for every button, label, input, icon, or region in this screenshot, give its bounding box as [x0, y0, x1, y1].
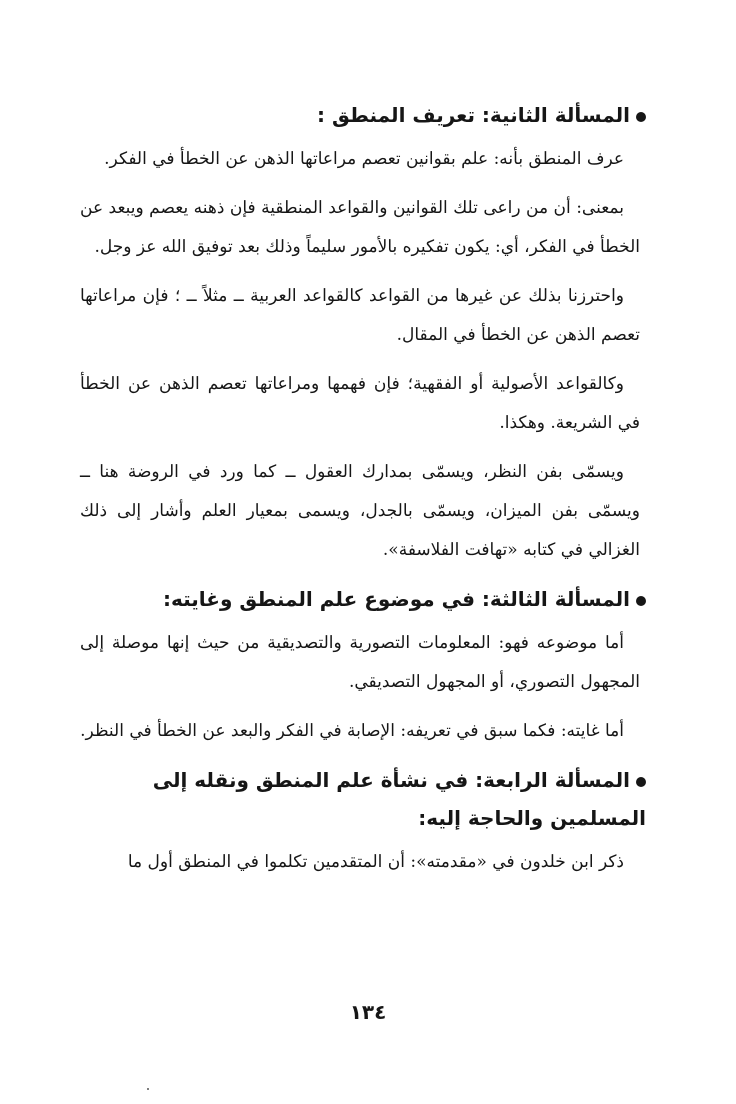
bullet-icon: [636, 596, 646, 606]
page-number: ١٣٤: [349, 1000, 387, 1024]
heading-text: المسألة الرابعة: في نشأة علم المنطق ونقله إلى المسلمين والحاجة إليه:: [152, 768, 646, 830]
page-body: [80, 96, 646, 892]
bullet-icon: [636, 777, 646, 787]
heading-text: المسألة الثالثة: في موضوع علم المنطق وغايته:: [162, 587, 630, 611]
section-heading: [80, 580, 646, 618]
scan-speck: [147, 1088, 149, 1090]
paragraph: أما غايته: فكما سبق في تعريفه: الإصابة في الفكر والبعد عن الخطأ في النظر.: [80, 721, 624, 741]
paragraph: بمعنى: أن من راعى تلك القوانين والقواعد المنطقية فإن ذهنه يعصم ويبعد عن الخطأ في الفكر، أي: يكون تفكيره بالأمور سليماً وذلك بعد توفيق الله عز وجل.: [80, 198, 640, 257]
section-heading: [80, 96, 646, 134]
paragraph: واحترزنا بذلك عن غيرها من القواعد كالقواعد العربية ــ مثلاً ــ ؛ فإن مراعاتها تعصم الذهن عن الخطأ في المقال.: [80, 286, 640, 345]
heading-text: المسألة الثانية: تعريف المنطق :: [317, 103, 630, 127]
paragraph: وكالقواعد الأصولية أو الفقهية؛ فإن فهمها ومراعاتها تعصم الذهن عن الخطأ في الشريعة. وهكذا.: [80, 374, 640, 433]
paragraph: ذكر ابن خلدون في «مقدمته»: أن المتقدمين تكلموا في المنطق أول ما: [127, 852, 624, 872]
section-definition: [80, 96, 640, 570]
section-heading: [80, 761, 646, 837]
bullet-icon: [636, 112, 646, 122]
paragraph: ويسمّى بفن النظر، ويسمّى بمدارك العقول ــ كما ورد في الروضة هنا ــ ويسمّى بفن الميزان، ويسمّى بالجدل، ويسمى بمعيار العلم وأشار إلى ذلك الغزالي في كتابه «تهافت الفلاسفة».: [80, 462, 640, 560]
section-subject: [80, 580, 640, 751]
paragraph: عرف المنطق بأنه: علم بقوانين تعصم مراعاتها الذهن عن الخطأ في الفكر.: [104, 149, 624, 169]
paragraph: أما موضوعه فهو: المعلومات التصورية والتصديقية من حيث إنها موصلة إلى المجهول التصوري، أو المجهول التصديقي.: [80, 633, 640, 692]
section-origin: [80, 761, 646, 882]
